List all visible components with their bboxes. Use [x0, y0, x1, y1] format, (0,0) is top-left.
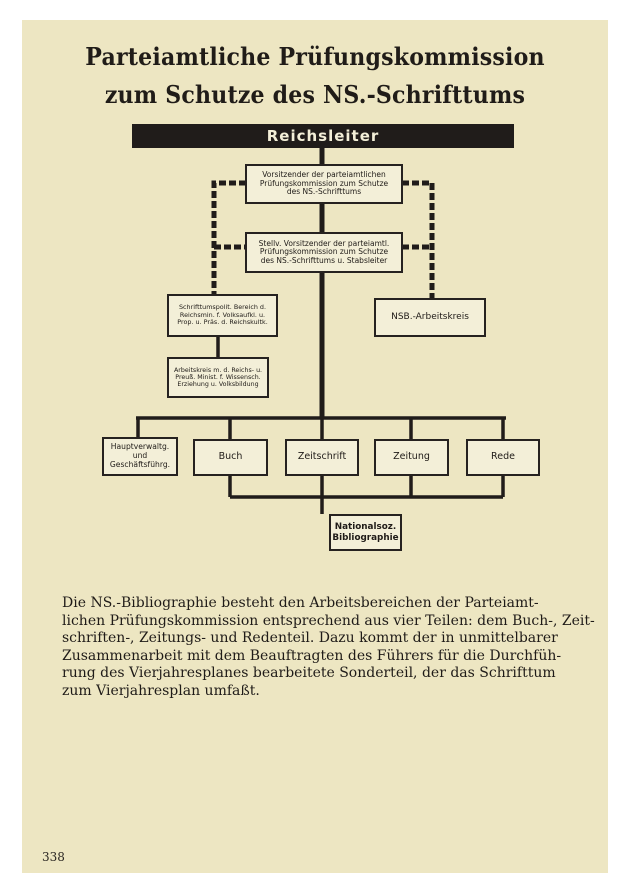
box-zeitung: Zeitung — [374, 439, 449, 476]
body-line-5: rung des Vierjahresplanes bearbeitete Sonderteil, der das Schrifttum — [62, 665, 556, 682]
body-paragraph — [62, 595, 595, 701]
box-arbeitskreis-reichsministerium: Arbeitskreis m. d. Reichs- u. Preuß. Minist. f. Wissensch. Erziehung u. Volksbildung — [167, 357, 269, 398]
dashed-link-schrifttum — [214, 183, 246, 294]
box-nationalsoz-bibliographie: Nationalsoz. Bibliographie — [329, 514, 402, 551]
box-hauptverwaltung: Hauptverwaltg. und Geschäftsführg. — [102, 437, 178, 476]
body-line-4: Zusammenarbeit mit dem Beauftragten des Führers für die Durchfüh- — [62, 647, 562, 664]
box-vorsitzender: Vorsitzender der parteiamtlichen Prüfungskommission zum Schutze des NS.-Schrifttums — [245, 164, 403, 204]
page-number: 338 — [42, 850, 65, 864]
page-title-line-1: Parteiamtliche Prüfungskommission — [85, 42, 545, 71]
box-rede: Rede — [466, 439, 540, 476]
box-stellv-vorsitzender: Stellv. Vorsitzender der parteiamtl. Prüfungskommission zum Schutze des NS.-Schrifttums u. Stabsleiter — [245, 232, 403, 273]
page-title-line-2: zum Schutze des NS.-Schrifttums — [104, 80, 526, 109]
box-nsb-arbeitskreis: NSB.-Arbeitskreis — [374, 298, 486, 337]
box-buch: Buch — [193, 439, 268, 476]
dashed-link-nsb — [402, 183, 432, 298]
box-schrifttumspolit-bereich: Schrifttumspolit. Bereich d. Reichsmin. f. Volksaufkl. u. Prop. u. Präs. d. Reichskultk. — [167, 294, 278, 337]
body-line-6: zum Vierjahresplan umfaßt. — [62, 682, 260, 699]
body-line-2: lichen Prüfungskommission entsprechend aus vier Teilen: dem Buch-, Zeit- — [62, 612, 595, 629]
box-reichsleiter: Reichsleiter — [132, 124, 514, 148]
body-line-1: Die NS.-Bibliographie besteht den Arbeitsbereichen der Parteiamt- — [62, 595, 539, 611]
body-line-3: schriften-, Zeitungs- und Redenteil. Dazu kommt der in unmittelbarer — [62, 630, 558, 647]
box-zeitschrift: Zeitschrift — [285, 439, 359, 476]
